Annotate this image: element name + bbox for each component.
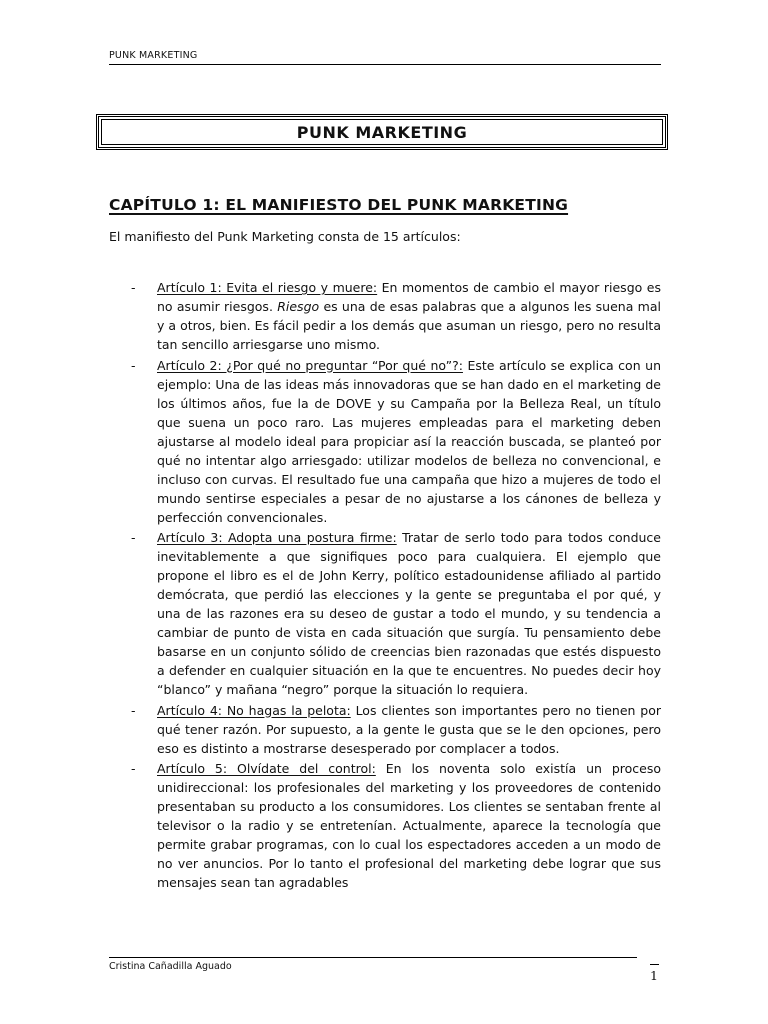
document-title: PUNK MARKETING [296,122,468,142]
article-body: En los noventa solo existía un proceso unidireccional: los profesionales del marketing y los proveedores de contenido presentaban su producto a los consumidores. Los clientes se sentaban frente al televisor o la radio y se entretenían. Actualmente, aparece la tecnología que permite grabar programas, con lo cual los espectadores acceden a un modo de no ver anuncios. Por lo tanto el profesional del marketing debe lograr que sus mensajes sean tan agradables [157,761,661,890]
article-emphasis: Riesgo [277,299,320,314]
bullet-dash: - [131,702,136,718]
list-item-article-5 [109,759,661,892]
running-header: PUNK MARKETING [109,50,661,65]
article-body: es una de esas palabras que a algunos les suena mal y a otros, bien. Es fácil pedir a los demás que asuman un riesgo, pero no resulta tan sencillo arriesgarse uno mismo. [157,299,661,352]
document-title-box [96,114,668,150]
bullet-dash: - [131,280,136,295]
article-body: Los clientes son importantes pero no tienen por qué tener razón. Por supuesto, a la gente le gusta que se le den opciones, pero eso es distinto a mostrarse desesperado por complacer a todos. [157,702,661,756]
list-item-article-2 [109,356,661,527]
list-item-article-3 [109,528,661,699]
page-number: 1 [650,968,658,983]
page-number-rule [650,964,659,965]
bullet-dash: - [131,761,136,776]
intro-paragraph: El manifiesto del Punk Marketing consta de 15 artículos: [109,229,461,244]
article-heading: Artículo 3: Adopta una postura firme: [157,530,397,545]
article-body: En momentos de cambio el mayor riesgo es no asumir riesgos. [157,280,661,314]
footer-author: Cristina Cañadilla Aguado [109,961,232,972]
article-body: Este artículo se explica con un ejemplo: Una de las ideas más innovadoras que se han dado en el marketing de los últimos años, fue la de DOVE y su Campaña por la Belleza Real, un título que suena un poco raro. Las mujeres empleadas para el marketing deben ajustarse al modelo ideal para propiciar así la reacción buscada, se planteó por qué no intentar algo arriesgado: utilizar modelos de belleza no convencional, e incluso con curvas. El resultado fue una campaña que hizo a mujeres de todo el mundo sentirse especiales a pesar de no ajustarse a los cánones de belleza y perfección convencionales. [157,357,661,525]
bullet-dash: - [131,357,136,373]
article-body: Tratar de serlo todo para todos conduce inevitablemente a que signifiques poco para cualquiera. El ejemplo que propone el libro es el de John Kerry, político estadounidense afiliado al partido demócrata, que perdió las elecciones y la gente se preguntaba el por qué, y una de las razones era su deseo de gustar a todo el mundo, y su tendencia a cambiar de punto de vista en cada situación que surgía. Tu pensamiento debe basarse en un conjunto sólido de creencias bien razonadas que estés dispuesto a defender en cualquier situación en la que te encuentres. No puedes decir hoy “blanco” y mañana “negro” porque la situación lo requiera. [157,530,661,697]
chapter-heading: CAPÍTULO 1: EL MANIFIESTO DEL PUNK MARKETING [109,196,569,214]
articles-list [109,278,661,894]
list-item-article-1 [109,278,661,354]
footer-rule [109,957,637,958]
article-heading: Artículo 2: ¿Por qué no preguntar “Por qué no”?: [157,357,463,373]
article-heading: Artículo 5: Olvídate del control: [157,761,376,776]
list-item-article-4 [109,701,661,758]
article-heading: Artículo 1: Evita el riesgo y muere: [157,280,378,295]
bullet-dash: - [131,530,136,545]
article-heading: Artículo 4: No hagas la pelota: [157,702,351,718]
